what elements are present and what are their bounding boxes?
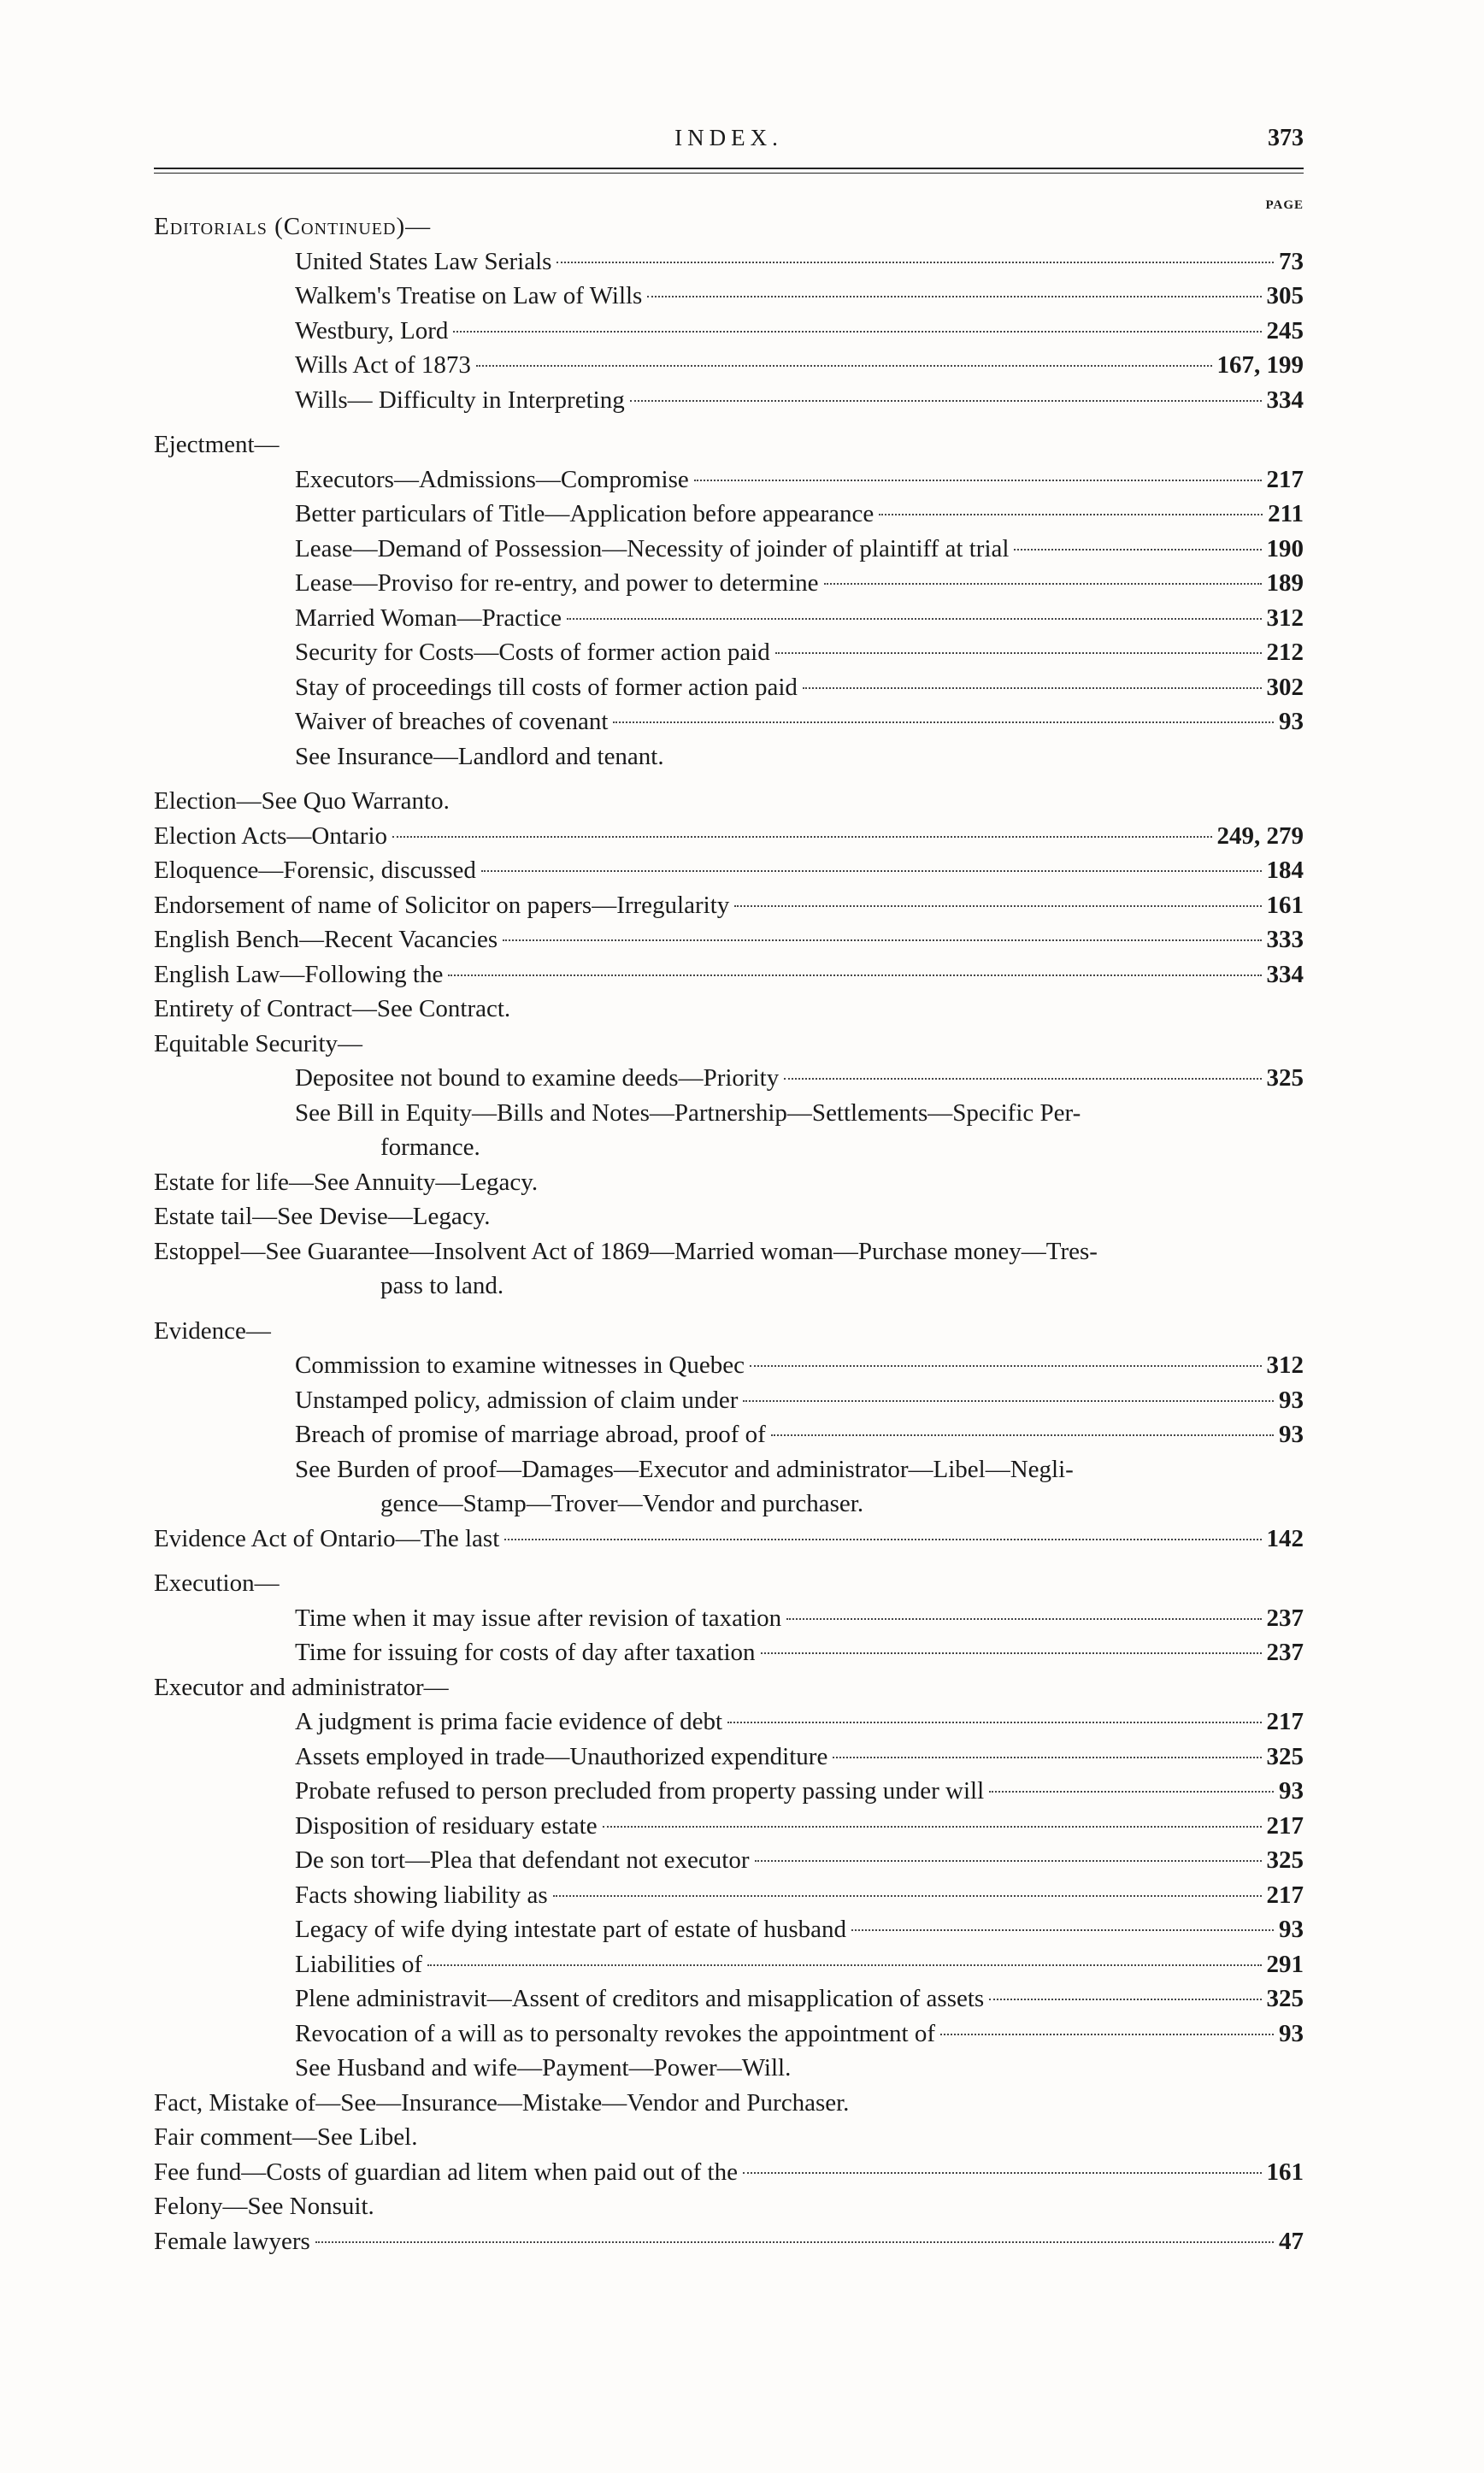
entry-page-ref: 93: [1279, 1916, 1304, 1943]
entry-text: Entirety of Contract—See Contract.: [154, 995, 511, 1022]
entry-page-ref: 325: [1266, 1985, 1304, 2012]
dot-leader: [734, 905, 1261, 907]
index-heading-line: [154, 2120, 1304, 2155]
entry-text: Time for issuing for costs of day after taxation: [295, 1639, 756, 1666]
index-heading-line: [154, 2086, 1304, 2121]
index-heading-line: [154, 992, 1304, 1027]
entry-text: Assets employed in trade—Unauthorized expenditure: [295, 1742, 828, 1770]
index-subentry-line: [154, 1601, 1304, 1636]
entry-page-ref: 93: [1279, 1777, 1304, 1805]
index-subentry-line: [154, 462, 1304, 498]
dot-leader: [989, 1791, 1274, 1793]
entry-text: Stay of proceedings till costs of former action paid: [295, 673, 798, 701]
dot-leader: [392, 836, 1211, 838]
entry-page-ref: 93: [1279, 1386, 1304, 1414]
entry-page-ref: 312: [1266, 1351, 1304, 1379]
entry-text: De son tort—Plea that defendant not executor: [295, 1846, 750, 1874]
dot-leader: [750, 1365, 1262, 1367]
entry-page-ref: 189: [1266, 569, 1304, 597]
index-subentry-line: [154, 1487, 1304, 1522]
entry-page-ref: 249, 279: [1216, 821, 1304, 850]
index-subentry-line: [154, 1843, 1304, 1878]
entry-page-ref: 190: [1266, 534, 1304, 562]
dot-leader: [803, 687, 1262, 689]
dot-leader: [504, 1539, 1261, 1540]
entry-page-ref: 333: [1266, 926, 1304, 953]
entry-text: Fair comment—See Libel.: [154, 2123, 418, 2151]
index-subentry-line: [154, 348, 1304, 383]
entry-text: Election—See Quo Warranto.: [154, 787, 450, 815]
entry-text: Estate for life—See Annuity—Legacy.: [154, 1168, 539, 1196]
index-subentry-line: [154, 1417, 1304, 1452]
index-heading-line: [154, 1199, 1304, 1234]
entry-page-ref: 291: [1266, 1950, 1304, 1978]
entry-text: Estate tail—See Devise—Legacy.: [154, 1203, 491, 1230]
dot-leader: [786, 1618, 1261, 1620]
entry-page-ref: 142: [1266, 1524, 1304, 1552]
index-heading-line: [154, 1522, 1304, 1557]
index-subentry-line: [154, 1705, 1304, 1740]
entry-text: gence—Stamp—Trover—Vendor and purchaser.: [380, 1490, 864, 1517]
dot-leader: [567, 618, 1262, 620]
entry-text: Executors—Admissions—Compromise: [295, 465, 689, 493]
index-subentry-line: [154, 1348, 1304, 1383]
dot-leader: [453, 331, 1261, 333]
entry-text: Westbury, Lord: [295, 316, 449, 344]
dot-leader: [476, 365, 1212, 367]
index-subentry-line: [154, 1061, 1304, 1096]
index-subentry-line: [154, 1878, 1304, 1913]
entry-page-ref: 334: [1266, 960, 1304, 988]
index-subentry-line: [154, 1130, 1304, 1165]
dot-leader: [503, 939, 1261, 941]
entry-text: See Bill in Equity—Bills and Notes—Partnership—Settlements—Specific Per-: [295, 1098, 1081, 1127]
index-heading-line: [154, 209, 1304, 244]
index-subentry-line: [154, 601, 1304, 636]
entry-text: Unstamped policy, admission of claim under: [295, 1386, 739, 1414]
entry-text: Fee fund—Costs of guardian ad litem when paid out of the: [154, 2158, 738, 2186]
index-subentry-line: [154, 566, 1304, 601]
entry-text: Legacy of wife dying intestate part of estate of husband: [295, 1916, 847, 1943]
entry-text: Lease—Demand of Possession—Necessity of joinder of plaintiff at trial: [295, 534, 1010, 562]
entry-text: pass to land.: [380, 1272, 504, 1299]
index-heading-line: [154, 1670, 1304, 1705]
dot-leader: [603, 1826, 1262, 1828]
header-rule-thick: [154, 168, 1304, 169]
entry-text: Endorsement of name of Solicitor on papers—Irregularity: [154, 891, 730, 919]
index-subentry-line: [154, 670, 1304, 705]
entry-text: Breach of promise of marriage abroad, proof of: [295, 1421, 766, 1448]
index-subentry-line: [154, 1383, 1304, 1418]
entry-page-ref: 237: [1266, 1604, 1304, 1632]
entry-text: Wills— Difficulty in Interpreting: [295, 386, 625, 414]
entry-text: Plene administravit—Assent of creditors and misapplication of assets: [295, 1985, 985, 2012]
index-entries: [154, 209, 1304, 2258]
entry-text: Fact, Mistake of—See—Insurance—Mistake—Vendor and Purchaser.: [154, 2088, 850, 2117]
index-subentry-line: [154, 532, 1304, 567]
dot-leader: [879, 514, 1263, 515]
dot-leader: [448, 974, 1261, 976]
entry-text: See Insurance—Landlord and tenant.: [295, 742, 664, 770]
index-subentry-line: [154, 497, 1304, 532]
entry-text: Liabilities of: [295, 1950, 422, 1978]
entry-text: See Husband and wife—Payment—Power—Will.: [295, 2054, 792, 2081]
index-subentry-line: [154, 244, 1304, 280]
entry-text: Lease—Proviso for re-entry, and power to determine: [295, 569, 819, 597]
entry-text: Evidence Act of Ontario—The last: [154, 1524, 500, 1552]
dot-leader: [743, 1400, 1274, 1402]
entry-page-ref: 184: [1266, 857, 1304, 884]
page-number: 373: [1268, 125, 1304, 151]
entry-page-ref: 325: [1266, 1742, 1304, 1770]
dot-leader: [481, 870, 1262, 872]
header-rule-thin: [154, 173, 1304, 174]
entry-text: Execution—: [154, 1569, 280, 1597]
entry-text: Facts showing liability as: [295, 1881, 548, 1909]
index-subentry-line: [154, 1452, 1304, 1487]
index-heading-line: [154, 1165, 1304, 1200]
index-subentry-line: [154, 1912, 1304, 1947]
dot-leader: [556, 262, 1274, 263]
entry-page-ref: 167, 199: [1216, 351, 1304, 379]
dot-leader: [1014, 549, 1261, 551]
index-heading-line: [154, 1314, 1304, 1349]
entry-page-ref: 305: [1266, 282, 1304, 309]
dot-leader: [427, 1964, 1262, 1966]
index-subentry-line: [154, 314, 1304, 349]
index-subentry-line: [154, 2017, 1304, 2052]
index-subentry-line: [154, 1096, 1304, 1131]
index-subentry-line: [154, 1981, 1304, 2017]
dot-leader: [761, 1652, 1262, 1654]
entry-text: Equitable Security—: [154, 1029, 363, 1057]
entry-page-ref: 212: [1266, 639, 1304, 666]
index-heading-line: [154, 888, 1304, 923]
index-subentry-line: [154, 2051, 1304, 2086]
dot-leader: [771, 1434, 1274, 1436]
dot-leader: [553, 1895, 1262, 1897]
index-heading-line: [154, 853, 1304, 888]
index-heading-line: [154, 1027, 1304, 1062]
dot-leader: [851, 1929, 1274, 1931]
entry-page-ref: 302: [1266, 673, 1304, 701]
index-subentry-line: [154, 1269, 1304, 1304]
entry-text: Eloquence—Forensic, discussed: [154, 857, 476, 884]
index-subentry-line: [154, 1740, 1304, 1775]
entry-text: Better particulars of Title—Application before appearance: [295, 500, 874, 527]
entry-text: Commission to examine witnesses in Quebec: [295, 1351, 745, 1379]
entry-text: Female lawyers: [154, 2227, 310, 2255]
entry-page-ref: 47: [1279, 2227, 1304, 2255]
entry-page-ref: 93: [1279, 2019, 1304, 2047]
dot-leader: [833, 1757, 1261, 1758]
dot-leader: [775, 652, 1262, 654]
entry-text: Disposition of residuary estate: [295, 1811, 598, 1840]
dot-leader: [989, 1999, 1261, 2000]
index-heading-line: [154, 2224, 1304, 2259]
dot-leader: [940, 2034, 1274, 2035]
entry-page-ref: 93: [1279, 708, 1304, 735]
dot-leader: [630, 400, 1262, 402]
entry-text: Wills Act of 1873: [295, 351, 471, 379]
entry-text: Depositee not bound to examine deeds—Priority: [295, 1064, 780, 1092]
dot-leader: [694, 480, 1262, 481]
entry-page-ref: 161: [1266, 2158, 1304, 2186]
index-heading-line: [154, 1566, 1304, 1601]
dot-leader: [647, 296, 1261, 297]
entry-text: Revocation of a will as to personalty revokes the appointment of: [295, 2019, 935, 2047]
index-heading-line: [154, 922, 1304, 957]
entry-text: Married Woman—Practice: [295, 604, 562, 632]
dot-leader: [613, 721, 1274, 723]
entry-text: Ejectment—: [154, 431, 280, 458]
dot-leader: [727, 1722, 1261, 1723]
entry-text: Evidence—: [154, 1316, 271, 1345]
entry-page-ref: 334: [1266, 386, 1304, 414]
entry-page-ref: 93: [1279, 1421, 1304, 1448]
running-header: [154, 125, 1304, 159]
index-heading-line: [154, 1234, 1304, 1269]
entry-page-ref: 217: [1266, 1881, 1304, 1909]
page-column-label: PAGE: [1265, 198, 1304, 212]
index-subentry-line: [154, 635, 1304, 670]
index-subentry-line: [154, 739, 1304, 774]
entry-text: English Bench—Recent Vacancies: [154, 926, 498, 953]
entry-page-ref: 217: [1266, 1708, 1304, 1735]
entry-page-ref: 325: [1266, 1064, 1304, 1092]
entry-page-ref: 161: [1266, 891, 1304, 919]
index-subentry-line: [154, 704, 1304, 739]
index-subentry-line: [154, 383, 1304, 418]
page-title: INDEX.: [674, 125, 783, 150]
entry-text: formance.: [380, 1133, 480, 1161]
index-subentry-line: [154, 1947, 1304, 1982]
entry-text: Estoppel—See Guarantee—Insolvent Act of 1869—Married woman—Purchase money—Tres-: [154, 1237, 1098, 1265]
dot-leader: [315, 2241, 1274, 2243]
index-subentry-line: [154, 1635, 1304, 1670]
entry-text: English Law—Following the: [154, 960, 444, 988]
entry-text: United States Law Serials: [295, 247, 552, 275]
index-heading-line: [154, 957, 1304, 992]
index-subentry-line: [154, 279, 1304, 314]
entry-text: Felony—See Nonsuit.: [154, 2193, 374, 2220]
dot-leader: [755, 1860, 1262, 1862]
dot-leader: [824, 583, 1262, 585]
index-heading-line: [154, 2189, 1304, 2224]
entry-page-ref: 73: [1279, 247, 1304, 275]
entry-text: Walkem's Treatise on Law of Wills: [295, 282, 643, 309]
entry-text: A judgment is prima facie evidence of debt: [295, 1708, 723, 1735]
entry-page-ref: 237: [1266, 1639, 1304, 1666]
entry-text: Waiver of breaches of covenant: [295, 708, 609, 735]
entry-text: Editorials (Continued)—: [154, 213, 432, 240]
entry-text: Security for Costs—Costs of former action paid: [295, 639, 770, 666]
entry-page-ref: 217: [1266, 465, 1304, 493]
index-heading-line: [154, 784, 1304, 819]
index-subentry-line: [154, 1809, 1304, 1844]
index-heading-line: [154, 2155, 1304, 2190]
entry-page-ref: 325: [1266, 1846, 1304, 1874]
dot-leader: [784, 1078, 1261, 1080]
entry-page-ref: 217: [1266, 1811, 1304, 1840]
entry-page-ref: 245: [1266, 316, 1304, 344]
entry-text: Executor and administrator—: [154, 1673, 449, 1701]
dot-leader: [743, 2172, 1262, 2174]
entry-text: Probate refused to person precluded from property passing under will: [295, 1777, 985, 1805]
entry-text: Election Acts—Ontario: [154, 821, 388, 850]
index-heading-line: [154, 427, 1304, 462]
entry-page-ref: 211: [1268, 500, 1304, 527]
entry-text: Time when it may issue after revision of taxation: [295, 1604, 782, 1632]
index-subentry-line: [154, 1774, 1304, 1809]
entry-text: See Burden of proof—Damages—Executor and administrator—Libel—Negli-: [295, 1455, 1074, 1483]
entry-page-ref: 312: [1266, 604, 1304, 632]
index-heading-line: [154, 819, 1304, 854]
